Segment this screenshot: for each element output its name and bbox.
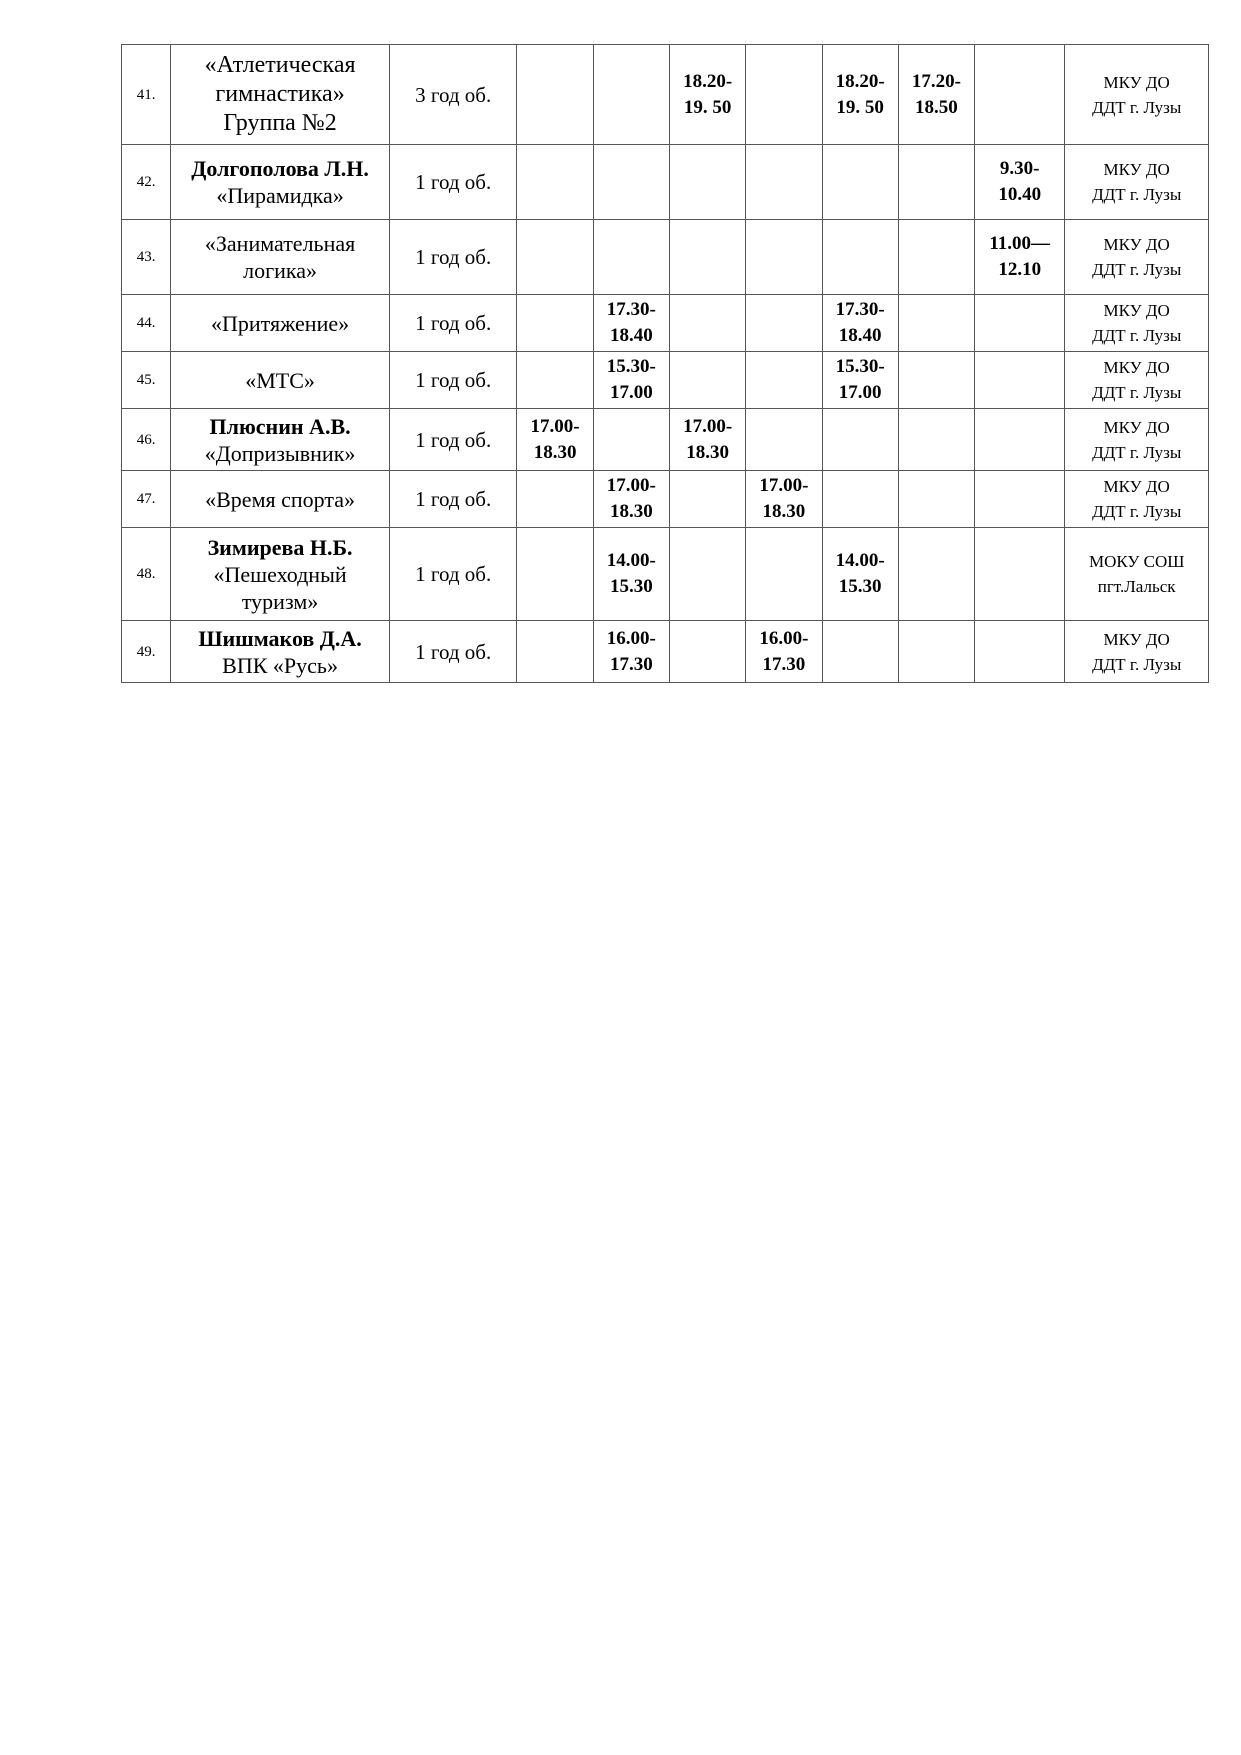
- venue: МКУ ДО ДДТ г. Лузы: [1065, 409, 1209, 471]
- study-year: 1 год об.: [389, 409, 516, 471]
- time-slot-day-2: [593, 220, 669, 295]
- time-slot-day-7: 9.30- 10.40: [975, 145, 1065, 220]
- venue: МКУ ДО ДДТ г. Лузы: [1065, 471, 1209, 528]
- time-slot-day-4: [746, 220, 822, 295]
- time-slot-day-5: [822, 409, 898, 471]
- time-slot-day-2: 15.30- 17.00: [593, 352, 669, 409]
- row-number: 43.: [122, 220, 171, 295]
- table-row: [122, 409, 1209, 471]
- teacher-name: Долгополова Л.Н.: [191, 156, 369, 181]
- table-row: [122, 528, 1209, 621]
- time-slot-day-1: [517, 45, 593, 145]
- time-slot-day-2: [593, 45, 669, 145]
- time-slot-day-7: [975, 352, 1065, 409]
- time-slot-day-3: 18.20- 19. 50: [669, 45, 745, 145]
- teacher-name: Зимирева Н.Б.: [207, 534, 353, 560]
- program-cell: [171, 409, 390, 471]
- program-cell: [171, 145, 390, 220]
- venue: МКУ ДО ДДТ г. Лузы: [1065, 220, 1209, 295]
- time-slot-day-1: [517, 621, 593, 683]
- time-slot-day-3: [669, 352, 745, 409]
- program-name: «Пирамидка»: [216, 183, 344, 208]
- table-row: [122, 220, 1209, 295]
- schedule-table: [121, 44, 1209, 683]
- time-slot-day-3: [669, 295, 745, 352]
- row-number: 45.: [122, 352, 171, 409]
- time-slot-day-6: [898, 295, 974, 352]
- time-slot-day-6: [898, 528, 974, 621]
- time-slot-day-1: [517, 471, 593, 528]
- row-number: 49.: [122, 621, 171, 683]
- time-slot-day-7: [975, 295, 1065, 352]
- time-slot-day-5: [822, 220, 898, 295]
- time-slot-day-7: [975, 471, 1065, 528]
- program-name: «Время спорта»: [205, 486, 355, 512]
- schedule-body: [122, 45, 1209, 683]
- time-slot-day-6: [898, 145, 974, 220]
- row-number: 46.: [122, 409, 171, 471]
- table-row: [122, 471, 1209, 528]
- time-slot-day-1: [517, 352, 593, 409]
- time-slot-day-6: [898, 409, 974, 471]
- program-cell: [171, 45, 390, 145]
- program-name: «МТС»: [245, 367, 315, 393]
- time-slot-day-7: [975, 409, 1065, 471]
- time-slot-day-6: [898, 471, 974, 528]
- study-year: 1 год об.: [389, 220, 516, 295]
- row-number: 48.: [122, 528, 171, 621]
- table-row: [122, 352, 1209, 409]
- venue: МКУ ДО ДДТ г. Лузы: [1065, 45, 1209, 145]
- time-slot-day-6: 17.20- 18.50: [898, 45, 974, 145]
- time-slot-day-7: 11.00— 12.10: [975, 220, 1065, 295]
- venue: МОКУ СОШ пгт.Лальск: [1065, 528, 1209, 621]
- time-slot-day-4: [746, 295, 822, 352]
- time-slot-day-3: [669, 621, 745, 683]
- study-year: 3 год об.: [389, 45, 516, 145]
- time-slot-day-4: 16.00- 17.30: [746, 621, 822, 683]
- time-slot-day-5: [822, 621, 898, 683]
- table-row: [122, 145, 1209, 220]
- time-slot-day-1: [517, 220, 593, 295]
- program-cell: [171, 528, 390, 621]
- row-number: 44.: [122, 295, 171, 352]
- time-slot-day-5: 17.30- 18.40: [822, 295, 898, 352]
- study-year: 1 год об.: [389, 528, 516, 621]
- time-slot-day-1: [517, 145, 593, 220]
- table-row: [122, 621, 1209, 683]
- time-slot-day-2: 17.00- 18.30: [593, 471, 669, 528]
- study-year: 1 год об.: [389, 471, 516, 528]
- program-cell: [171, 295, 390, 352]
- time-slot-day-2: [593, 145, 669, 220]
- time-slot-day-6: [898, 220, 974, 295]
- program-name: «Притяжение»: [211, 310, 350, 336]
- time-slot-day-3: [669, 145, 745, 220]
- time-slot-day-4: [746, 528, 822, 621]
- time-slot-day-3: [669, 220, 745, 295]
- time-slot-day-3: [669, 471, 745, 528]
- time-slot-day-5: 18.20- 19. 50: [822, 45, 898, 145]
- time-slot-day-4: 17.00- 18.30: [746, 471, 822, 528]
- time-slot-day-2: 16.00- 17.30: [593, 621, 669, 683]
- study-year: 1 год об.: [389, 145, 516, 220]
- time-slot-day-5: 15.30- 17.00: [822, 352, 898, 409]
- time-slot-day-1: 17.00- 18.30: [517, 409, 593, 471]
- table-row: [122, 295, 1209, 352]
- time-slot-day-5: [822, 471, 898, 528]
- venue: МКУ ДО ДДТ г. Лузы: [1065, 621, 1209, 683]
- row-number: 41.: [122, 45, 171, 145]
- study-year: 1 год об.: [389, 352, 516, 409]
- time-slot-day-4: [746, 352, 822, 409]
- teacher-name: Плюснин А.В.: [209, 413, 351, 439]
- study-year: 1 год об.: [389, 295, 516, 352]
- program-name: ВПК «Русь»: [222, 652, 338, 678]
- time-slot-day-1: [517, 295, 593, 352]
- time-slot-day-4: [746, 145, 822, 220]
- venue: МКУ ДО ДДТ г. Лузы: [1065, 145, 1209, 220]
- row-number: 47.: [122, 471, 171, 528]
- time-slot-day-2: 14.00- 15.30: [593, 528, 669, 621]
- time-slot-day-7: [975, 528, 1065, 621]
- time-slot-day-7: [975, 45, 1065, 145]
- time-slot-day-6: [898, 621, 974, 683]
- program-name: «Занимательная логика»: [204, 231, 356, 283]
- program-cell: [171, 352, 390, 409]
- time-slot-day-2: 17.30- 18.40: [593, 295, 669, 352]
- program-name: «Допризывник»: [204, 440, 356, 466]
- teacher-name: Шишмаков Д.А.: [198, 625, 362, 651]
- time-slot-day-5: 14.00- 15.30: [822, 528, 898, 621]
- time-slot-day-2: [593, 409, 669, 471]
- time-slot-day-4: [746, 45, 822, 145]
- table-row: [122, 45, 1209, 145]
- time-slot-day-7: [975, 621, 1065, 683]
- program-cell: [171, 471, 390, 528]
- time-slot-day-3: [669, 528, 745, 621]
- venue: МКУ ДО ДДТ г. Лузы: [1065, 352, 1209, 409]
- program-cell: [171, 220, 390, 295]
- study-year: 1 год об.: [389, 621, 516, 683]
- program-name: «Атлетическая гимнастика» Группа №2: [204, 52, 356, 136]
- time-slot-day-3: 17.00- 18.30: [669, 409, 745, 471]
- program-cell: [171, 621, 390, 683]
- time-slot-day-5: [822, 145, 898, 220]
- time-slot-day-1: [517, 528, 593, 621]
- time-slot-day-6: [898, 352, 974, 409]
- time-slot-day-4: [746, 409, 822, 471]
- program-name: «Пешеходный туризм»: [213, 561, 347, 614]
- row-number: 42.: [122, 145, 171, 220]
- venue: МКУ ДО ДДТ г. Лузы: [1065, 295, 1209, 352]
